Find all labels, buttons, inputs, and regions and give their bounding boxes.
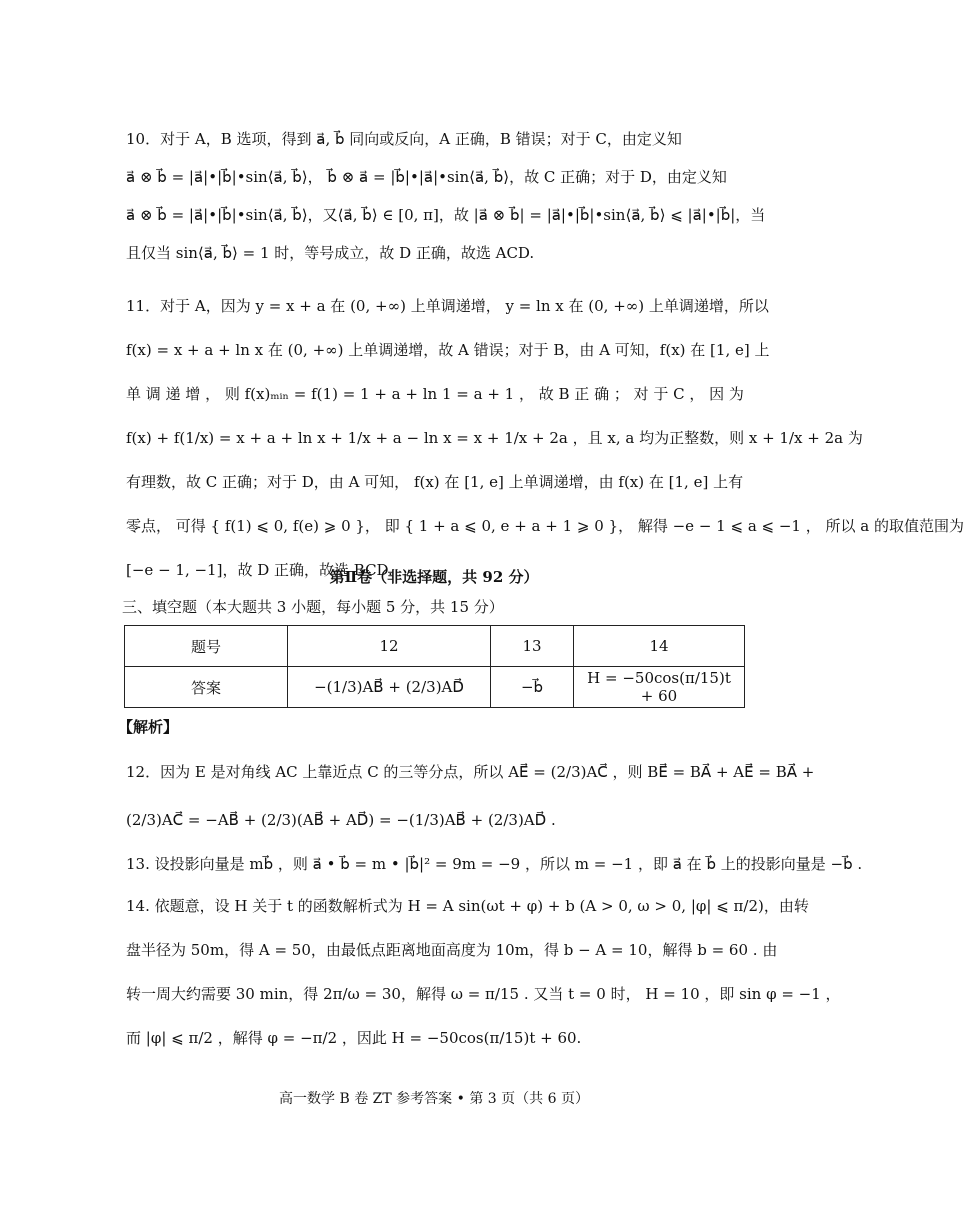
text-line: 转一周大约需要 30 min，得 2π/ω = 30，解得 ω = π/15 . 又当 t = 0 时， H = 10 ，即 sin φ = −1 ，: [126, 985, 841, 1003]
text-line: 10．对于 A，B 选项，得到 a⃗, b⃗ 同向或反向，A 正确，B 错误；对于 C，由定义知: [126, 130, 682, 148]
q14-explanation: [126, 884, 841, 1060]
text-line: 而 |φ| ⩽ π/2 ，解得 φ = −π/2 ，因此 H = −50cos(π/15)t + 60.: [126, 1029, 582, 1047]
text-line: 盘半径为 50m，得 A = 50，由最低点距离地面高度为 10m，得 b − A = 10，解得 b = 60 . 由: [126, 941, 778, 959]
text-line: f(x) = x + a + ln x 在 (0, +∞) 上单调递增，故 A 错误；对于 B，由 A 可知，f(x) 在 [1, e] 上: [126, 341, 770, 359]
text-line: 11．对于 A，因为 y = x + a 在 (0, +∞) 上单调递增， y = ln x 在 (0, +∞) 上单调递增，所以: [126, 297, 769, 315]
answer-table: [124, 625, 745, 708]
analysis-heading: 【解析】: [118, 718, 179, 736]
table-row: [125, 626, 745, 667]
text-line: 14. 依题意，设 H 关于 t 的函数解析式为 H = A sin(ωt + φ) + b (A > 0, ω > 0, |φ| ⩽ π/2)，由转: [126, 897, 809, 915]
table-cell: 12: [288, 626, 491, 667]
text-line: a⃗ ⊗ b⃗ = |a⃗|•|b⃗|•sin⟨a⃗, b⃗⟩，又⟨a⃗, b⃗⟩ ∈ [0, π]，故 |a⃗ ⊗ b⃗| = |a⃗|•|b⃗|•sin⟨a⃗, b⃗⟩ ⩽ |a⃗|•|b⃗|，当: [126, 206, 766, 224]
table-header-cell: 题号: [125, 626, 288, 667]
text-line: 12．因为 E 是对角线 AC 上靠近点 C 的三等分点，所以 AE⃗ = (2/3)AC⃗ ，则 BE⃗ = BA⃗ + AE⃗ = BA⃗ +: [126, 763, 815, 781]
text-line: 且仅当 sin⟨a⃗, b⃗⟩ = 1 时，等号成立，故 D 正确，故选 ACD.: [126, 244, 535, 262]
text-line: 有理数，故 C 正确；对于 D，由 A 可知， f(x) 在 [1, e] 上单调递增，由 f(x) 在 [1, e] 上有: [126, 473, 744, 491]
table-row: [125, 667, 745, 708]
part2-title: 第Ⅱ卷（非选择题，共 92 分）: [329, 568, 539, 586]
fill-in-section-title: 三、填空题（本大题共 3 小题，每小题 5 分，共 15 分）: [122, 598, 504, 616]
text-line: a⃗ ⊗ b⃗ = |a⃗|•|b⃗|•sin⟨a⃗, b⃗⟩， b⃗ ⊗ a⃗ = |b⃗|•|a⃗|•sin⟨a⃗, b⃗⟩，故 C 正确；对于 D，由定义知: [126, 168, 727, 186]
text-line: f(x) + f(1/x) = x + a + ln x + 1/x + a − ln x = x + 1/x + 2a ，且 x, a 均为正整数，则 x + 1/x + 2a 为: [126, 429, 863, 447]
page-footer: 高一数学 B 卷 ZT 参考答案 • 第 3 页（共 6 页）: [279, 1091, 589, 1107]
text-line: 13. 设投影向量是 mb⃗ ，则 a⃗ • b⃗ = m • |b⃗|² = 9m = −9 ，所以 m = −1 ，即 a⃗ 在 b⃗ 上的投影向量是 −b⃗ .: [126, 855, 863, 873]
text-line: 单 调 递 增 ， 则 f(x)ₘᵢₙ = f(1) = 1 + a + ln 1 = a + 1 ， 故 B 正 确 ； 对 于 C ， 因 为: [126, 385, 744, 403]
text-line: 零点， 可得 { f(1) ⩽ 0, f(e) ⩾ 0 }， 即 { 1 + a ⩽ 0, e + a + 1 ⩾ 0 }， 解得 −e − 1 ⩽ a ⩽ −1 ， 所以 a 的取值范围为: [126, 517, 964, 535]
q10-explanation: [126, 120, 766, 272]
table-cell: H = −50cos(π/15)t + 60: [574, 667, 745, 708]
text-line: (2/3)AC⃗ = −AB⃗ + (2/3)(AB⃗ + AD⃗) = −(1/3)AB⃗ + (2/3)AD⃗ .: [126, 811, 556, 829]
q11-explanation: [126, 284, 964, 592]
table-cell: 13: [491, 626, 574, 667]
table-header-cell: 答案: [125, 667, 288, 708]
text-line: [−e − 1, −1]，故 D 正确，故选 BCD.: [126, 561, 393, 579]
table-cell: 14: [574, 626, 745, 667]
table-cell: −b⃗: [491, 667, 574, 708]
q13-explanation: [126, 845, 863, 883]
q12-explanation: [126, 748, 815, 844]
table-cell: −(1/3)AB⃗ + (2/3)AD⃗: [288, 667, 491, 708]
